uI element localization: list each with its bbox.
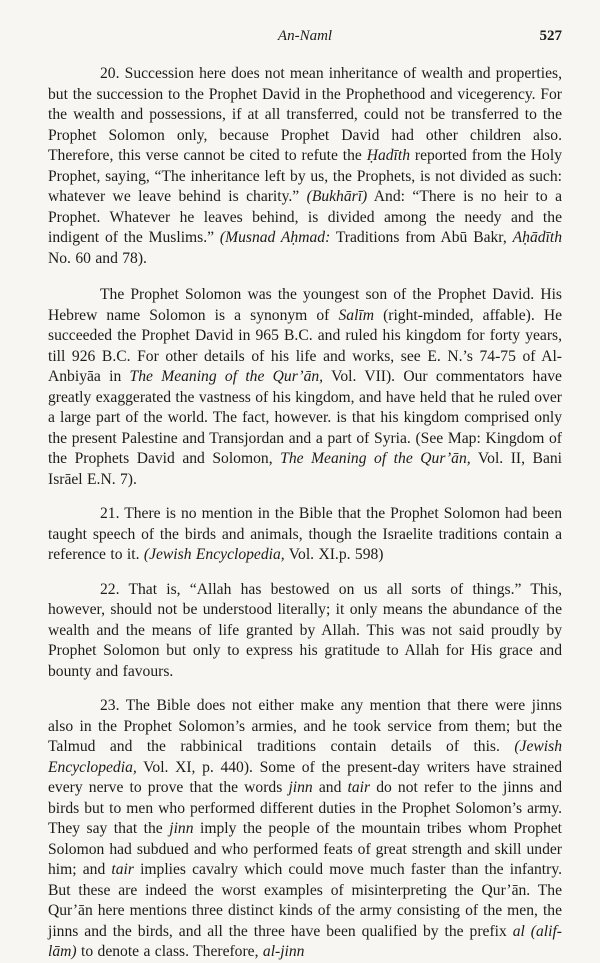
text-run: do not refer to the jinns and birds but to men who performed different duties in the Prophet Solomon’s army. They say that the (48, 779, 563, 837)
text-run: Traditions from Abū Bakr, (330, 229, 513, 246)
italic-text: (Musnad Aḥmad: (219, 229, 331, 246)
italic-text: (Jewish Encyclopedia, (143, 546, 285, 563)
italic-text: Aḥādīth (512, 229, 563, 246)
italic-text: Salīm (338, 306, 374, 324)
text-run: 22. That is, “Allah has bestowed on us all sorts of things.” This, however, should not be understood literally; it only means the abundance of the wealth and the means of life granted by Allah. This was not said proudly by Prophet Solomon but only to express his gratitude to Allah for His grace and bounty and favours. (48, 580, 562, 680)
page-body (48, 64, 562, 963)
italic-text: jinn (169, 820, 194, 837)
italic-text: (Jewish Encyclopedia, (48, 738, 562, 776)
text-run: to denote a class. Therefore, (76, 943, 263, 960)
text-run: 21. There is no mention in the Bible that the Prophet Solomon had been taught speech of the birds and animals, though the Israelite traditions contain a reference to it. (48, 505, 562, 563)
text-run: The Prophet Solomon was the youngest son of the Prophet David. His Hebrew name Solomon is a synonym of (48, 286, 562, 324)
text-run: 23. The Bible does not either make any mention that there were jinns also in the Prophet Solomon’s armies, and he took service from them; but the Talmud and the rabbinical traditions contain details of this. (48, 697, 562, 755)
text-run: (right-minded, affable). He succeeded the Prophet David in 965 B.C. and ruled his kingdom for forty years, till 926 B.C. For other details of his life and works, see E. N.’s 74-75 of Al-Anbiyāa in (48, 306, 563, 385)
italic-text: al (alif-lām) (48, 922, 562, 960)
text-run: No. 60 and 78). (48, 249, 147, 267)
italic-text: tair (347, 779, 371, 796)
italic-text: (Bukhārī) (306, 188, 368, 205)
paragraph-note-23 (48, 696, 562, 963)
text-run: imply the people of the mountain tribes whom Prophet Solomon had subdued and who performed feats of great strength and skill under him; and (48, 820, 563, 878)
italic-text: jinn (288, 779, 313, 796)
italic-text: al-jinn (262, 943, 305, 960)
page-number: 527 (539, 28, 562, 44)
page-header (48, 28, 562, 52)
italic-text: Ḥadīth (366, 147, 411, 164)
text-run: Vol. II, Bani Isrāel E.N. 7). (48, 450, 562, 488)
text-run: implies cavalry which could move much faster than the infantry. But these are indeed the worst examples of misinterpreting the Qur’ān. The Qur’ān here mentions three distinct kinds of the army consisting of the men, the jinns and the birds, and all the three have been qualified by the prefix (48, 861, 562, 940)
text-run: Vol. VII). Our commentators have greatly exaggerated the vastness of his kingdom, and have held that he ruled over a large part of the world. The fact, however. is that his kingdom comprised only the present Palestine and Transjordan and a part of Syria. (See Map: Kingdom of the Prophets David and Solomon, (48, 368, 562, 467)
text-run: Vol. XI.p. 598) (284, 546, 384, 563)
text-run: Vol. XI, p. 440). Some of the present-day writers have strained every nerve to prove that the words (48, 758, 562, 796)
paragraph-note-22 (48, 580, 562, 683)
paragraph-solomon-bio (48, 285, 562, 490)
paragraph-note-20 (48, 64, 562, 269)
italic-text: tair (111, 861, 134, 878)
text-run: reported from the Holy Prophet, saying, “The inheritance left by us, the Prophets, is not divided as such: whatever we leave behind is charity.” (48, 147, 562, 205)
text-run: and (312, 779, 348, 796)
text-run: 20. Succession here does not mean inheritance of wealth and properties, but the succession to the Prophet David in the Prophethood and vicegerency. For the wealth and possessions, if at all transferred, could not be transferred to the Prophet Solomon only, because Prophet David had other children also. Therefore, this verse cannot be cited to refute the (48, 65, 562, 164)
paragraph-note-21 (48, 504, 562, 566)
italic-text: The Meaning of the Qur’ān, (280, 450, 471, 467)
italic-text: The Meaning of the Qur’ān, (129, 368, 324, 385)
running-title: An-Naml (277, 28, 333, 44)
text-run: And: “There is no heir to a Prophet. Whatever he leaves behind, is divided among the needy and the indigent of the Muslims.” (48, 188, 563, 246)
